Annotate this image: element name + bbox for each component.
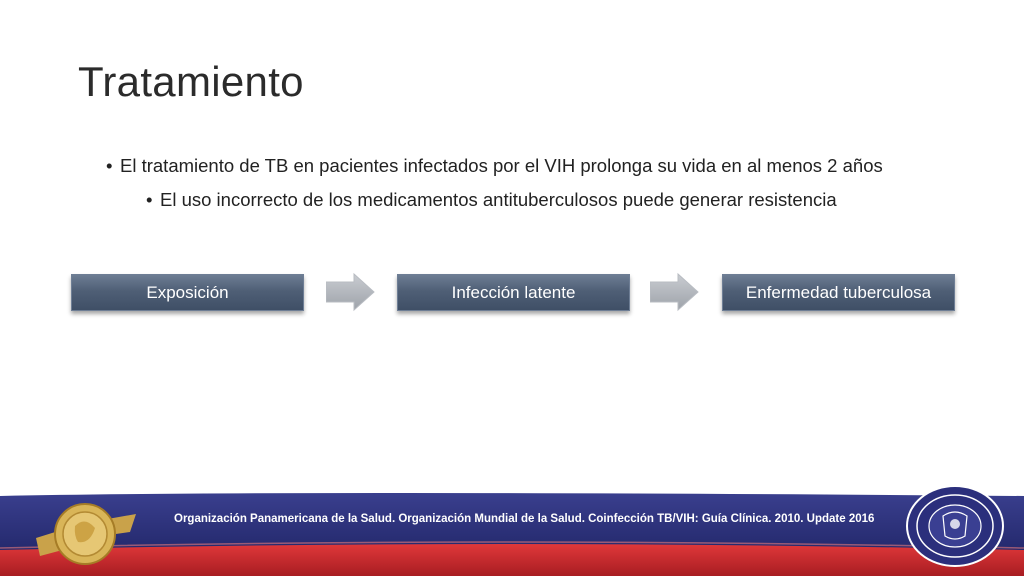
bullet-text: El uso incorrecto de los medicamentos antituberculosos puede generar resistencia — [160, 189, 837, 210]
footer-band — [0, 490, 1024, 576]
footer-citation: Organización Panamericana de la Salud. Organización Mundial de la Salud. Coinfección TB/VIH: Guía Clínica. 2010. Update 2016 — [174, 513, 875, 525]
university-seal-icon — [905, 484, 1005, 568]
bullet-item — [146, 189, 837, 211]
bullet-item — [106, 155, 883, 177]
footer-band-background — [0, 490, 1024, 576]
right-arrow-icon — [326, 272, 376, 312]
process-step-exposicion: Exposición — [71, 274, 304, 311]
bullet-text: El tratamiento de TB en pacientes infectados por el VIH prolonga su vida en al menos 2 años — [120, 155, 883, 176]
right-arrow-icon — [650, 272, 700, 312]
bullet-dot-icon: • — [146, 189, 153, 210]
process-step-enfermedad-tuberculosa: Enfermedad tuberculosa — [722, 274, 955, 311]
gold-medal-icon — [30, 498, 140, 568]
slide-title: Tratamiento — [78, 58, 304, 105]
process-step-infeccion-latente: Infección latente — [397, 274, 630, 311]
bullet-dot-icon: • — [106, 155, 113, 176]
